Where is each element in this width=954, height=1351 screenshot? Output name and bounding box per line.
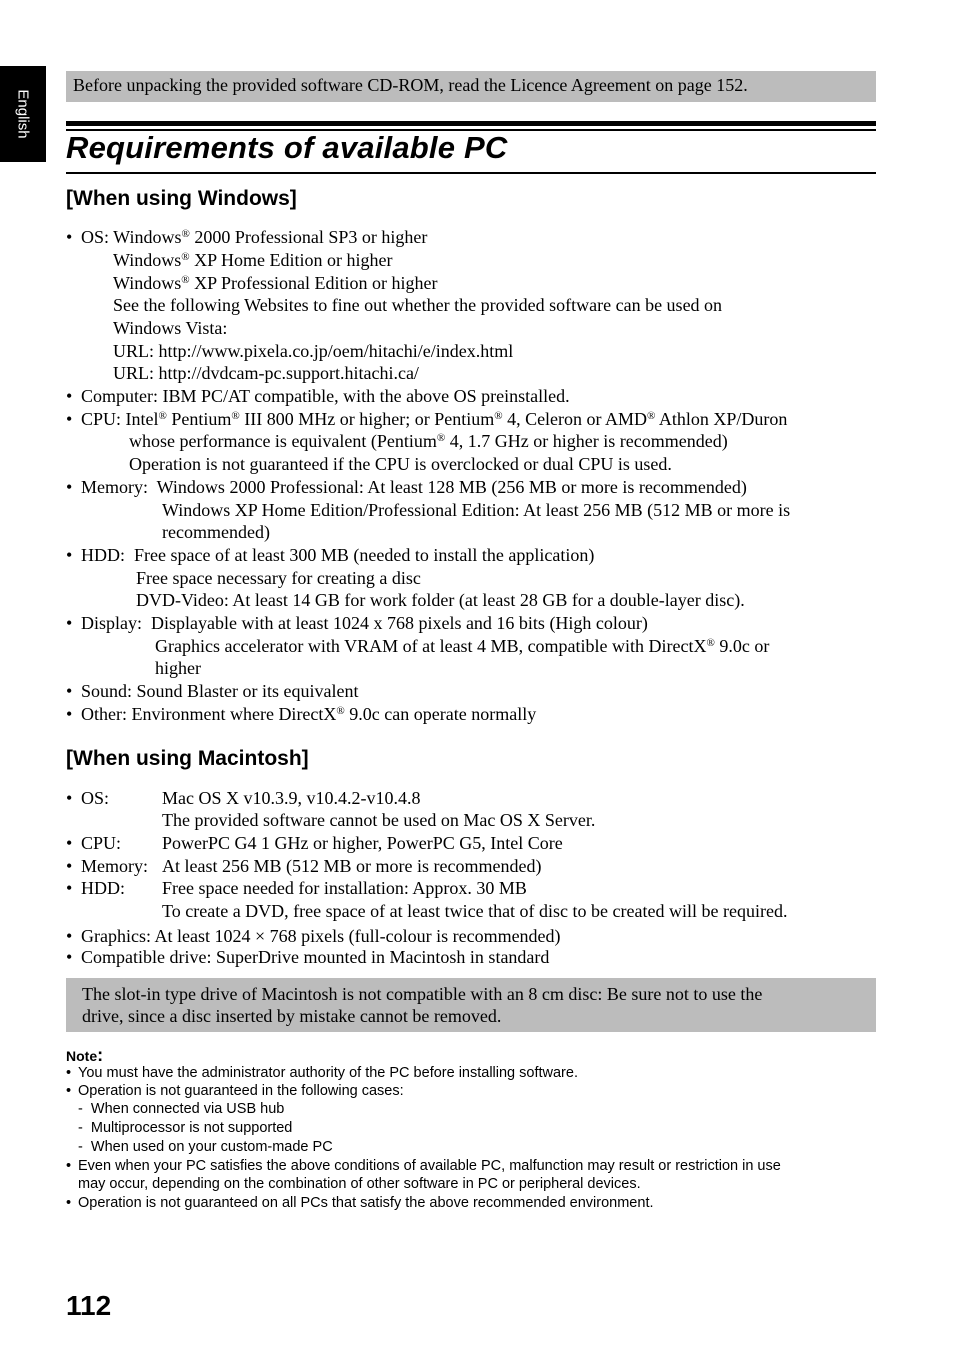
win-cpu-line: whose performance is equivalent (Pentium® 4, 1.7 GHz or higher is recommended) bbox=[129, 431, 728, 451]
bullet: • bbox=[66, 926, 73, 946]
mac-os-line: Mac OS X v10.3.9, v10.4.2-v10.4.8 bbox=[162, 788, 421, 808]
bullet: • bbox=[66, 613, 73, 633]
bullet: • bbox=[66, 788, 73, 808]
win-other-line: Other: Environment where DirectX® 9.0c can operate normally bbox=[81, 704, 537, 724]
mac-caution-box bbox=[66, 978, 876, 1032]
bullet: • bbox=[66, 227, 73, 247]
mac-os-line: The provided software cannot be used on Mac OS X Server. bbox=[162, 810, 596, 830]
mac-caution-line: drive, since a disc inserted by mistake cannot be removed. bbox=[82, 1006, 502, 1026]
win-os-line: See the following Websites to fine out whether the provided software can be used on bbox=[113, 295, 723, 315]
bullet: • bbox=[66, 947, 73, 967]
win-os-line: Windows® XP Professional Edition or higher bbox=[113, 273, 438, 293]
win-memory-line: recommended) bbox=[162, 522, 270, 542]
win-cpu-line: Operation is not guaranteed if the CPU is overclocked or dual CPU is used. bbox=[129, 454, 672, 474]
win-os-line: Windows Vista: bbox=[113, 318, 228, 338]
bullet: • bbox=[66, 386, 73, 406]
note-heading: Note: bbox=[66, 1045, 104, 1065]
bullet: • bbox=[66, 1065, 72, 1081]
bullet: • bbox=[66, 704, 73, 724]
win-hdd-line: DVD-Video: At least 14 GB for work folder (at least 28 GB for a double-layer disc). bbox=[136, 590, 745, 610]
language-tab bbox=[0, 66, 46, 162]
language-label: English bbox=[14, 89, 32, 139]
note-subitem: - When connected via USB hub bbox=[78, 1101, 285, 1117]
win-display-line: Graphics accelerator with VRAM of at least 4 MB, compatible with DirectX® 9.0c or bbox=[155, 636, 770, 656]
win-memory-line: Windows XP Home Edition/Professional Edition: At least 256 MB (512 MB or more is bbox=[162, 500, 791, 520]
note-item: Even when your PC satisfies the above conditions of available PC, malfunction may result or restriction in use bbox=[78, 1158, 781, 1174]
mac-graphics-line: Graphics: At least 1024 × 768 pixels (full-colour is recommended) bbox=[81, 926, 561, 946]
bullet: • bbox=[66, 1083, 72, 1099]
win-url-line: URL: http://dvdcam-pc.support.hitachi.ca/ bbox=[113, 363, 419, 383]
mac-cpu-label: CPU: bbox=[81, 833, 122, 853]
licence-banner bbox=[66, 71, 876, 102]
page-title: Requirements of available PC bbox=[66, 130, 508, 165]
note-item: Operation is not guaranteed on all PCs that satisfy the above recommended environment. bbox=[78, 1195, 654, 1211]
note-subitem: - Multiprocessor is not supported bbox=[78, 1120, 293, 1136]
mac-memory-label: Memory: bbox=[81, 856, 148, 876]
note-item: may occur, depending on the combination of other software in PC or peripheral devices. bbox=[78, 1176, 641, 1192]
bullet: • bbox=[66, 878, 73, 898]
win-cpu-line: CPU: Intel® Pentium® III 800 MHz or higher; or Pentium® 4, Celeron or AMD® Athlon XP/Duron bbox=[81, 409, 788, 429]
bullet: • bbox=[66, 833, 73, 853]
mac-caution-line: The slot-in type drive of Macintosh is not compatible with an 8 cm disc: Be sure not to use the bbox=[82, 984, 763, 1004]
bullet: • bbox=[66, 545, 73, 565]
win-os-line: Windows® XP Home Edition or higher bbox=[113, 250, 393, 270]
note-item: Operation is not guaranteed in the following cases: bbox=[78, 1083, 404, 1099]
bullet: • bbox=[66, 409, 73, 429]
win-memory-line: Memory: Windows 2000 Professional: At least 128 MB (256 MB or more is recommended) bbox=[81, 477, 747, 497]
mac-memory-line: At least 256 MB (512 MB or more is recommended) bbox=[162, 856, 542, 876]
mac-heading: [When using Macintosh] bbox=[66, 747, 309, 770]
win-url-line: URL: http://www.pixela.co.jp/oem/hitachi/e/index.html bbox=[113, 341, 514, 361]
win-os-line: OS: Windows® 2000 Professional SP3 or higher bbox=[81, 227, 428, 247]
bullet: • bbox=[66, 1158, 72, 1174]
bullet: • bbox=[66, 856, 73, 876]
win-display-line: higher bbox=[155, 658, 201, 678]
bullet: • bbox=[66, 681, 73, 701]
win-sound-line: Sound: Sound Blaster or its equivalent bbox=[81, 681, 359, 701]
page-number: 112 bbox=[66, 1290, 112, 1321]
mac-os-label: OS: bbox=[81, 788, 110, 808]
win-display-line: Display: Displayable with at least 1024 x 768 pixels and 16 bits (High colour) bbox=[81, 613, 648, 633]
mac-hdd-line: Free space needed for installation: Approx. 30 MB bbox=[162, 878, 527, 898]
win-computer-line: Computer: IBM PC/AT compatible, with the above OS preinstalled. bbox=[81, 386, 570, 406]
win-hdd-line: HDD: Free space of at least 300 MB (needed to install the application) bbox=[81, 545, 595, 565]
title-rule-thick bbox=[66, 121, 876, 126]
bullet: • bbox=[66, 477, 73, 497]
note-item: You must have the administrator authority of the PC before installing software. bbox=[78, 1065, 578, 1081]
windows-heading: [When using Windows] bbox=[66, 187, 297, 210]
note-subitem: - When used on your custom-made PC bbox=[78, 1139, 333, 1155]
mac-hdd-line: To create a DVD, free space of at least twice that of disc to be created will be required. bbox=[162, 901, 788, 921]
bullet: • bbox=[66, 1195, 72, 1211]
mac-drive-line: Compatible drive: SuperDrive mounted in Macintosh in standard bbox=[81, 947, 550, 967]
title-rule-bottom bbox=[66, 172, 876, 174]
mac-hdd-label: HDD: bbox=[81, 878, 125, 898]
licence-banner-text: Before unpacking the provided software CD-ROM, read the Licence Agreement on page 152. bbox=[73, 75, 748, 95]
win-hdd-line: Free space necessary for creating a disc bbox=[136, 568, 421, 588]
mac-cpu-line: PowerPC G4 1 GHz or higher, PowerPC G5, Intel Core bbox=[162, 833, 563, 853]
